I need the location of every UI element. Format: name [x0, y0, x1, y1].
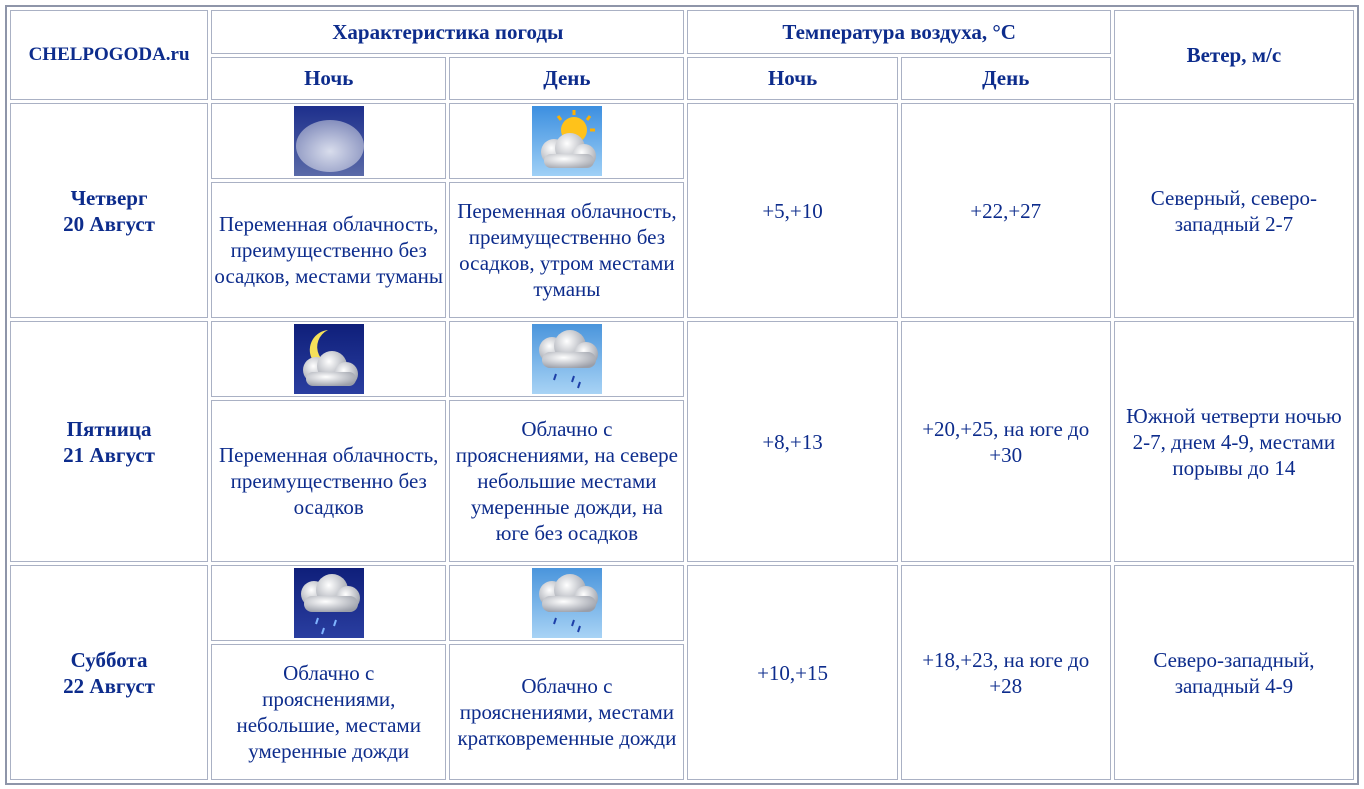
day-3-weekday: Суббота — [70, 647, 148, 672]
header-wind: Ветер, м/с — [1114, 10, 1354, 100]
site-brand[interactable]: CHELPOGODA.ru — [10, 10, 208, 100]
day-2-icon-row — [10, 321, 1354, 397]
forecast-frame — [5, 5, 1359, 785]
day-2-wind: Южной четверти ночью 2-7, днем 4-9, местами порывы до 14 — [1114, 321, 1354, 562]
day-3-icon-row — [10, 565, 1354, 641]
day-3-label — [10, 565, 208, 780]
day-2-label — [10, 321, 208, 562]
day-1-temp-night: +5,+10 — [687, 103, 897, 318]
day-1-day-desc: Переменная облачность, преимущественно без осадков, утром местами туманы — [449, 182, 684, 318]
day-2-day-desc: Облачно с прояснениями, на севере небольшие местами умеренные дожди, на юге без осадков — [449, 400, 684, 562]
day-2-date: 21 Август — [63, 442, 155, 467]
day-2-temp-day: +20,+25, на юге до +30 — [901, 321, 1111, 562]
day-2-temp-night: +8,+13 — [687, 321, 897, 562]
header-char-night: Ночь — [211, 57, 446, 101]
header-temp-day: День — [901, 57, 1111, 101]
day-3-temp-night: +10,+15 — [687, 565, 897, 780]
cloud-rain-icon — [532, 324, 602, 394]
day-3-night-icon-cell — [211, 565, 446, 641]
day-2-night-icon-cell — [211, 321, 446, 397]
day-1-night-desc: Переменная облачность, преимущественно без осадков, местами туманы — [211, 182, 446, 318]
day-3-day-desc: Облачно с прояснениями, местами кратковременные дожди — [449, 644, 684, 780]
day-3-date: 22 Август — [63, 673, 155, 698]
day-1-icon-row — [10, 103, 1354, 179]
day-1-wind: Северный, северо-западный 2-7 — [1114, 103, 1354, 318]
header-char-day: День — [449, 57, 684, 101]
moon-cloud-icon — [294, 324, 364, 394]
day-1-night-icon-cell — [211, 103, 446, 179]
day-1-temp-day: +22,+27 — [901, 103, 1111, 318]
header-temp-night: Ночь — [687, 57, 897, 101]
day-3-day-icon-cell — [449, 565, 684, 641]
header-row-1 — [10, 10, 1354, 54]
day-3-wind: Северо-западный, западный 4-9 — [1114, 565, 1354, 780]
day-3-night-desc: Облачно с прояснениями, небольшие, местами умеренные дожди — [211, 644, 446, 780]
forecast-table — [7, 7, 1357, 783]
day-2-day-icon-cell — [449, 321, 684, 397]
day-3-temp-day: +18,+23, на юге до +28 — [901, 565, 1111, 780]
header-air-temp: Температура воздуха, °С — [687, 10, 1110, 54]
day-1-date: 20 Август — [63, 211, 155, 236]
cloud-rain-icon — [532, 568, 602, 638]
cloud-rain-night-icon — [294, 568, 364, 638]
day-1-label — [10, 103, 208, 318]
day-1-day-icon-cell — [449, 103, 684, 179]
day-1-weekday: Четверг — [70, 185, 148, 210]
header-weather-char: Характеристика погоды — [211, 10, 684, 54]
day-2-weekday: Пятница — [66, 416, 152, 441]
moon-cloud-icon — [294, 106, 364, 176]
day-2-night-desc: Переменная облачность, преимущественно без осадков — [211, 400, 446, 562]
sun-cloud-icon — [532, 106, 602, 176]
